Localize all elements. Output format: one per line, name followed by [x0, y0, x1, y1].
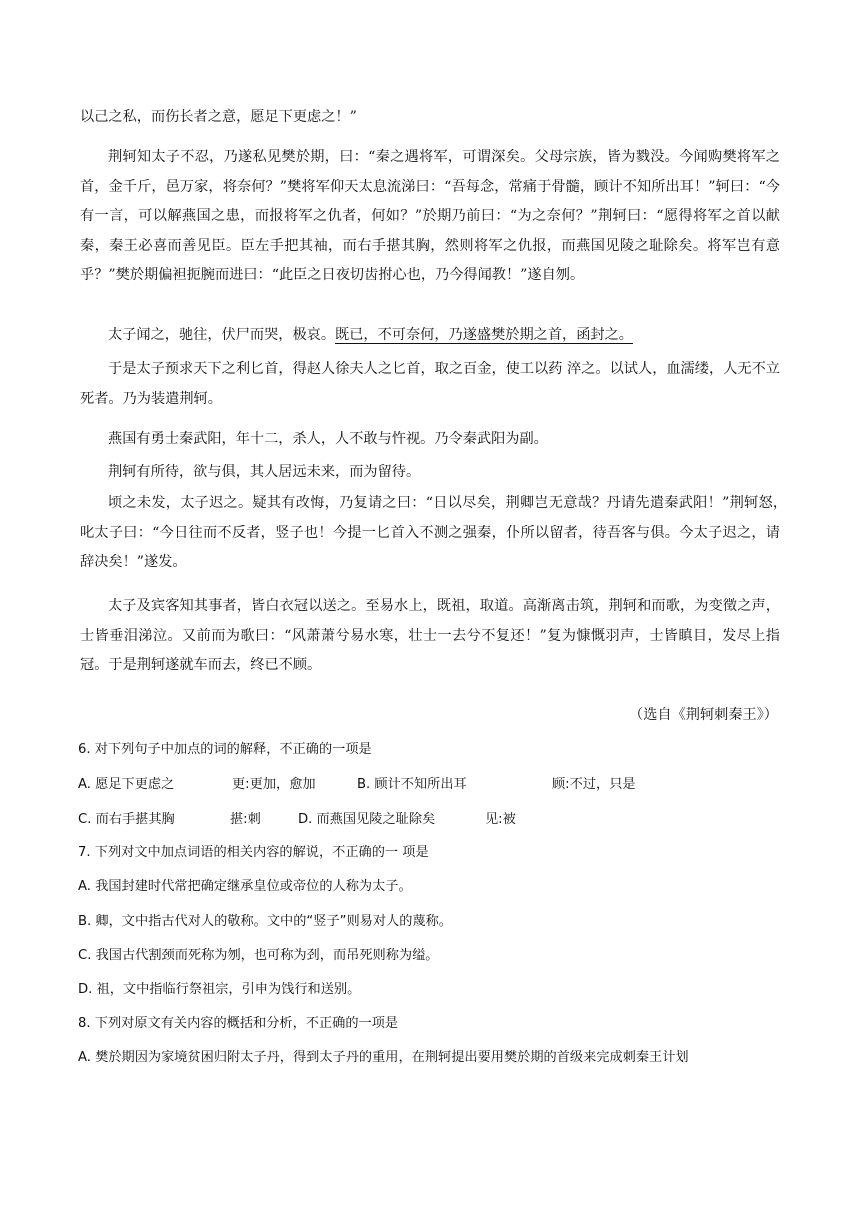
passage-paragraph-7: 太子及宾客知其事者，皆白衣冠以送之。至易水上，既祖，取道。高渐离击筑，荆轲和而歌，为变徵之声，士皆垂泪涕泣。又前而为歌曰：“风萧萧兮易水寒，壮士一去兮不复还！”复为慷慨羽声，士皆瞋目，发尽上指冠。于是荆轲遂就车而去，终已不顾。 [80, 598, 780, 673]
question-6: 6. 对下列句子中加点的词的解释，不正确的一项是 [78, 742, 372, 757]
question-6-option-d: D. 而燕国见陵之耻除矣 [298, 812, 436, 827]
question-7-option-c: C. 我国古代割颈而死称为刎，也可称为刭，而吊死则称为缢。 [78, 948, 439, 963]
passage-paragraph-0: 以己之私，而伤长者之意，愿足下更虑之！” [80, 109, 357, 125]
passage-paragraph-1: 荆轲知太子不忍，乃遂私见樊於期，曰：“秦之遇将军，可谓深矣。父母宗族，皆为戮没。今闻购樊将军之首，金千斤，邑万家，将奈何？”樊将军仰天太息流涕曰：“吾每念，常痛于骨髓，顾计不知所出耳！”轲曰：“今有一言，可以解燕国之患，而报将军之仇者，何如？”於期乃前曰：“为之奈何？”荆轲曰：“愿得将军之首以献秦，秦王必喜而善见臣。臣左手把其袖，而右手揕其胸，然则将军之仇报，而燕国见陵之耻除矣。将军岂有意乎？”樊於期偏袒扼腕而进曰：“此臣之日夜切齿拊心也，乃今得闻教！”遂自刎。 [80, 149, 780, 283]
passage-paragraph-6: 顷之未发，太子迟之。疑其有改悔，乃复请之曰：“日以尽矣，荆卿岂无意哉？丹请先遣秦武阳！”荆轲怒， 叱太子曰：“今日往而不反者，竖子也！今提一匕首入不测之强秦，仆所以留者，待吾客与俱。今太子迟之，请辞决矣！”遂发。 [80, 495, 795, 570]
question-6-option-a-explanation: 更:更加，愈加 [232, 777, 316, 792]
question-8-option-a: A. 樊於期因为家境贫困归附太子丹，得到太子丹的重用，在荆轲提出要用樊於期的首级来完成刺秦王计划 [78, 1050, 689, 1065]
question-6-option-c: C. 而右手揕其胸 [78, 812, 175, 827]
question-6-option-b-explanation: 顾:不过，只是 [552, 777, 636, 792]
question-7: 7. 下列对文中加点词语的相关内容的解说，不正确的一 项是 [78, 845, 429, 860]
passage-paragraph-4: 燕国有勇士秦武阳，年十二，杀人，人不敢与忤视。乃令秦武阳为副。 [108, 431, 548, 447]
underlined-sentence: 既已，不可奈何，乃遂盛樊於期之首，函封之。 [335, 327, 633, 343]
passage-source: （选自《荆轲刺秦王》） [629, 707, 778, 723]
question-7-option-b: B. 卿，文中指古代对人的敬称。文中的“竖子”则易对人的蔑称。 [78, 914, 452, 929]
question-6-option-c-explanation: 揕:刺 [230, 812, 261, 827]
question-8: 8. 下列对原文有关内容的概括和分析，不正确的一项是 [78, 1016, 399, 1031]
passage-paragraph-2-text: 太子闻之，驰往，伏尸而哭，极哀。 [108, 327, 336, 343]
question-6-option-d-explanation: 见:被 [485, 812, 516, 827]
passage-paragraph-5: 荆轲有所待，欲与俱，其人居远未来，而为留待。 [108, 464, 421, 480]
passage-paragraph-3: 于是太子预求天下之利匕首，得赵人徐夫人之匕首，取之百金，使工以药 淬之。以试人，血濡缕，人无不立死者。乃为装遣荆轲。 [80, 361, 780, 407]
question-7-option-a: A. 我国封建时代常把确定继承皇位或帝位的人称为太子。 [78, 879, 412, 894]
question-6-option-a: A. 愿足下更虑之 [78, 777, 175, 792]
question-6-option-b: B. 顾计不知所出耳 [357, 777, 467, 792]
passage-paragraph-2 [80, 321, 780, 351]
question-7-option-d: D. 祖，文中指临行祭祖宗，引申为饯行和送别。 [78, 982, 361, 997]
